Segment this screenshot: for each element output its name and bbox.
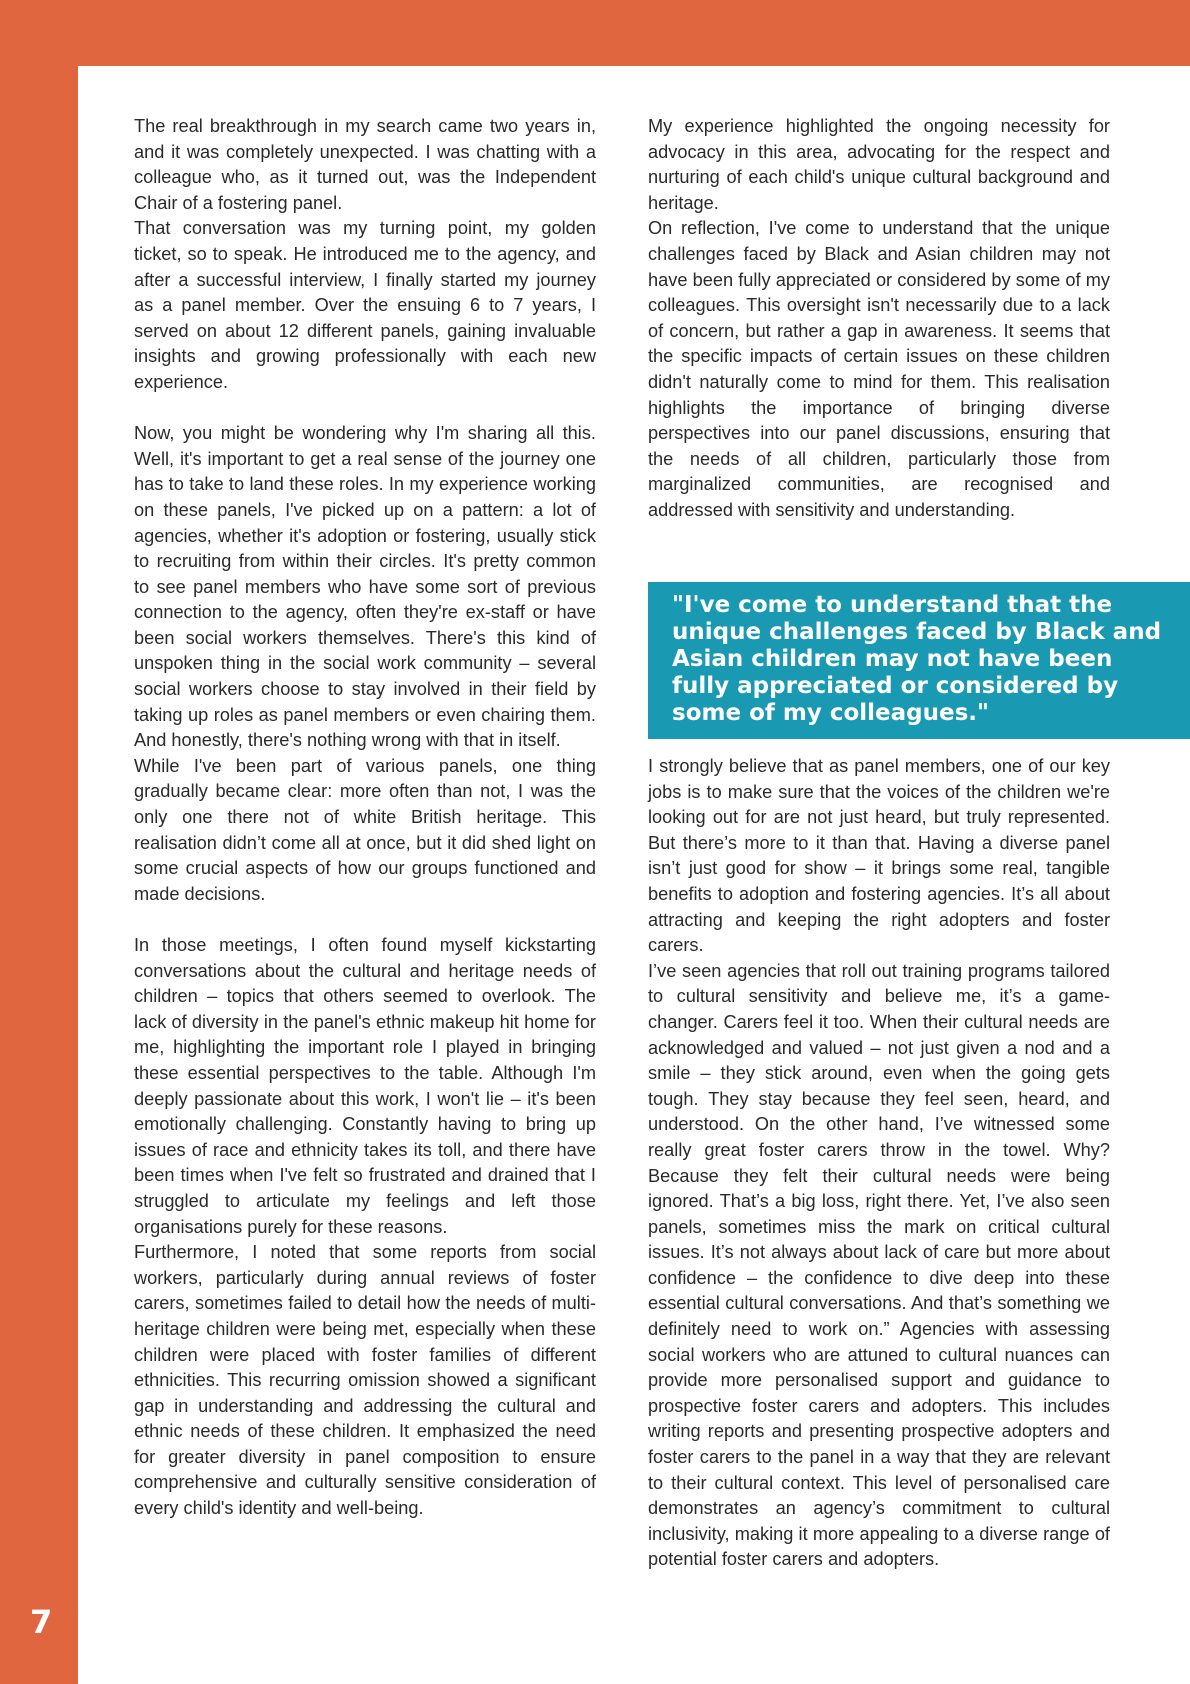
paragraph: I’ve seen agencies that roll out training programs tailored to cultural sensitivity and believe me, it’s a game-changer. Carers feel it too. When their cultural needs are acknowledged and valued – not just given a nod and a smile – they stick around, even when the going gets tough. They stay because they feel seen, heard, and understood. On the other hand, I’ve witnessed some really great foster carers throw in the towel. Why? Because they felt their cultural needs were being ignored. That’s a big loss, right there. Yet, I’ve also seen panels, sometimes miss the mark on critical cultural issues. It’s not always about lack of care but more about confidence – the confidence to dive deep into these essential cultural conversations. And that’s something we definitely need to work on.” Agencies with assessing social workers who are attuned to cultural nuances can provide more personalised support and guidance to prospective foster carers and adopters. This includes writing reports and presenting prospective adopters and foster carers to the panel in a way that they are relevant to their cultural context. This level of personalised care demonstrates an agency’s commitment to cultural inclusivity, making it more appealing to a diverse range of potential foster carers and adopters.: [648, 960, 1110, 1570]
right-column-top: [648, 114, 1110, 524]
paragraph: Now, you might be wondering why I'm sharing all this. Well, it's important to get a real sense of the journey one has to take to land these roles. In my experience working on these panels, I've picked up on a pattern: a lot of agencies, whether it's adoption or fostering, usually stick to recruiting from within their circles. It's pretty common to see panel members who have some sort of previous connection to the agency, often they're ex-staff or have been social workers themselves. There's this kind of unspoken thing in the social work community – several social workers choose to stay involved in their field by taking up roles as panel members or even chairing them. And honestly, there's nothing wrong with that in itself.: [134, 423, 596, 751]
paragraph: On reflection, I've come to understand that the unique challenges faced by Black and Asian children may not have been fully appreciated or considered by some of my colleagues. This oversight isn't necessarily due to a lack of concern, but rather a gap in awareness. It seems that the specific impacts of certain issues on these children didn't naturally come to mind for them. This realisation highlights the importance of bringing diverse perspectives into our panel discussions, ensuring that the needs of all children, particularly those from marginalized communities, are recognised and addressed with sensitivity and understanding.: [648, 218, 1110, 520]
paragraph: While I've been part of various panels, one thing gradually became clear: more often than not, I was the only one there not of white British heritage. This realisation didn’t come all at once, but it did shed light on some crucial aspects of how our groups functioned and made decisions.: [134, 755, 596, 904]
paragraph: That conversation was my turning point, my golden ticket, so to speak. He introduced me to the agency, and after a successful interview, I finally started my journey as a panel member. Over the ensuing 6 to 7 years, I served on about 12 different panels, gaining invaluable insights and growing professionally with each new experience.: [134, 218, 596, 392]
paragraph: My experience highlighted the ongoing necessity for advocacy in this area, advocating for the respect and nurturing of each child's unique cultural background and heritage.: [648, 116, 1110, 213]
left-column: [134, 114, 596, 1522]
paragraph: The real breakthrough in my search came two years in, and it was completely unexpected. I was chatting with a colleague who, as it turned out, was the Independent Chair of a fostering panel.: [134, 116, 596, 213]
pull-quote: "I've come to understand that the unique challenges faced by Black and Asian children may not have been fully appreciated or considered by some of my colleagues.": [648, 582, 1190, 739]
right-column-bottom: [648, 754, 1110, 1573]
paragraph: I strongly believe that as panel members, one of our key jobs is to make sure that the voices of the children we're looking out for are not just heard, but truly represented. But there’s more to it than that. Having a diverse panel isn’t just good for show – it brings some real, tangible benefits to adoption and fostering agencies. It’s all about attracting and keeping the right adopters and foster carers.: [648, 756, 1110, 956]
paragraph: Furthermore, I noted that some reports from social workers, particularly during annual reviews of foster carers, sometimes failed to detail how the needs of multi-heritage children were being met, especially when these children were placed with foster families of different ethnicities. This recurring omission showed a significant gap in understanding and addressing the cultural and ethnic needs of these children. It emphasized the need for greater diversity in panel composition to ensure comprehensive and culturally sensitive consideration of every child's identity and well-being.: [134, 1242, 596, 1519]
paragraph: In those meetings, I often found myself kickstarting conversations about the cultural and heritage needs of children – topics that others seemed to overlook. The lack of diversity in the panel's ethnic makeup hit home for me, highlighting the important role I played in bringing these essential perspectives to the table. Although I'm deeply passionate about this work, I won't lie – it's been emotionally challenging. Constantly having to bring up issues of race and ethnicity takes its toll, and there have been times when I've felt so frustrated and drained that I struggled to articulate my feelings and left those organisations purely for these reasons.: [134, 935, 596, 1237]
page-number: 7: [30, 1603, 53, 1641]
